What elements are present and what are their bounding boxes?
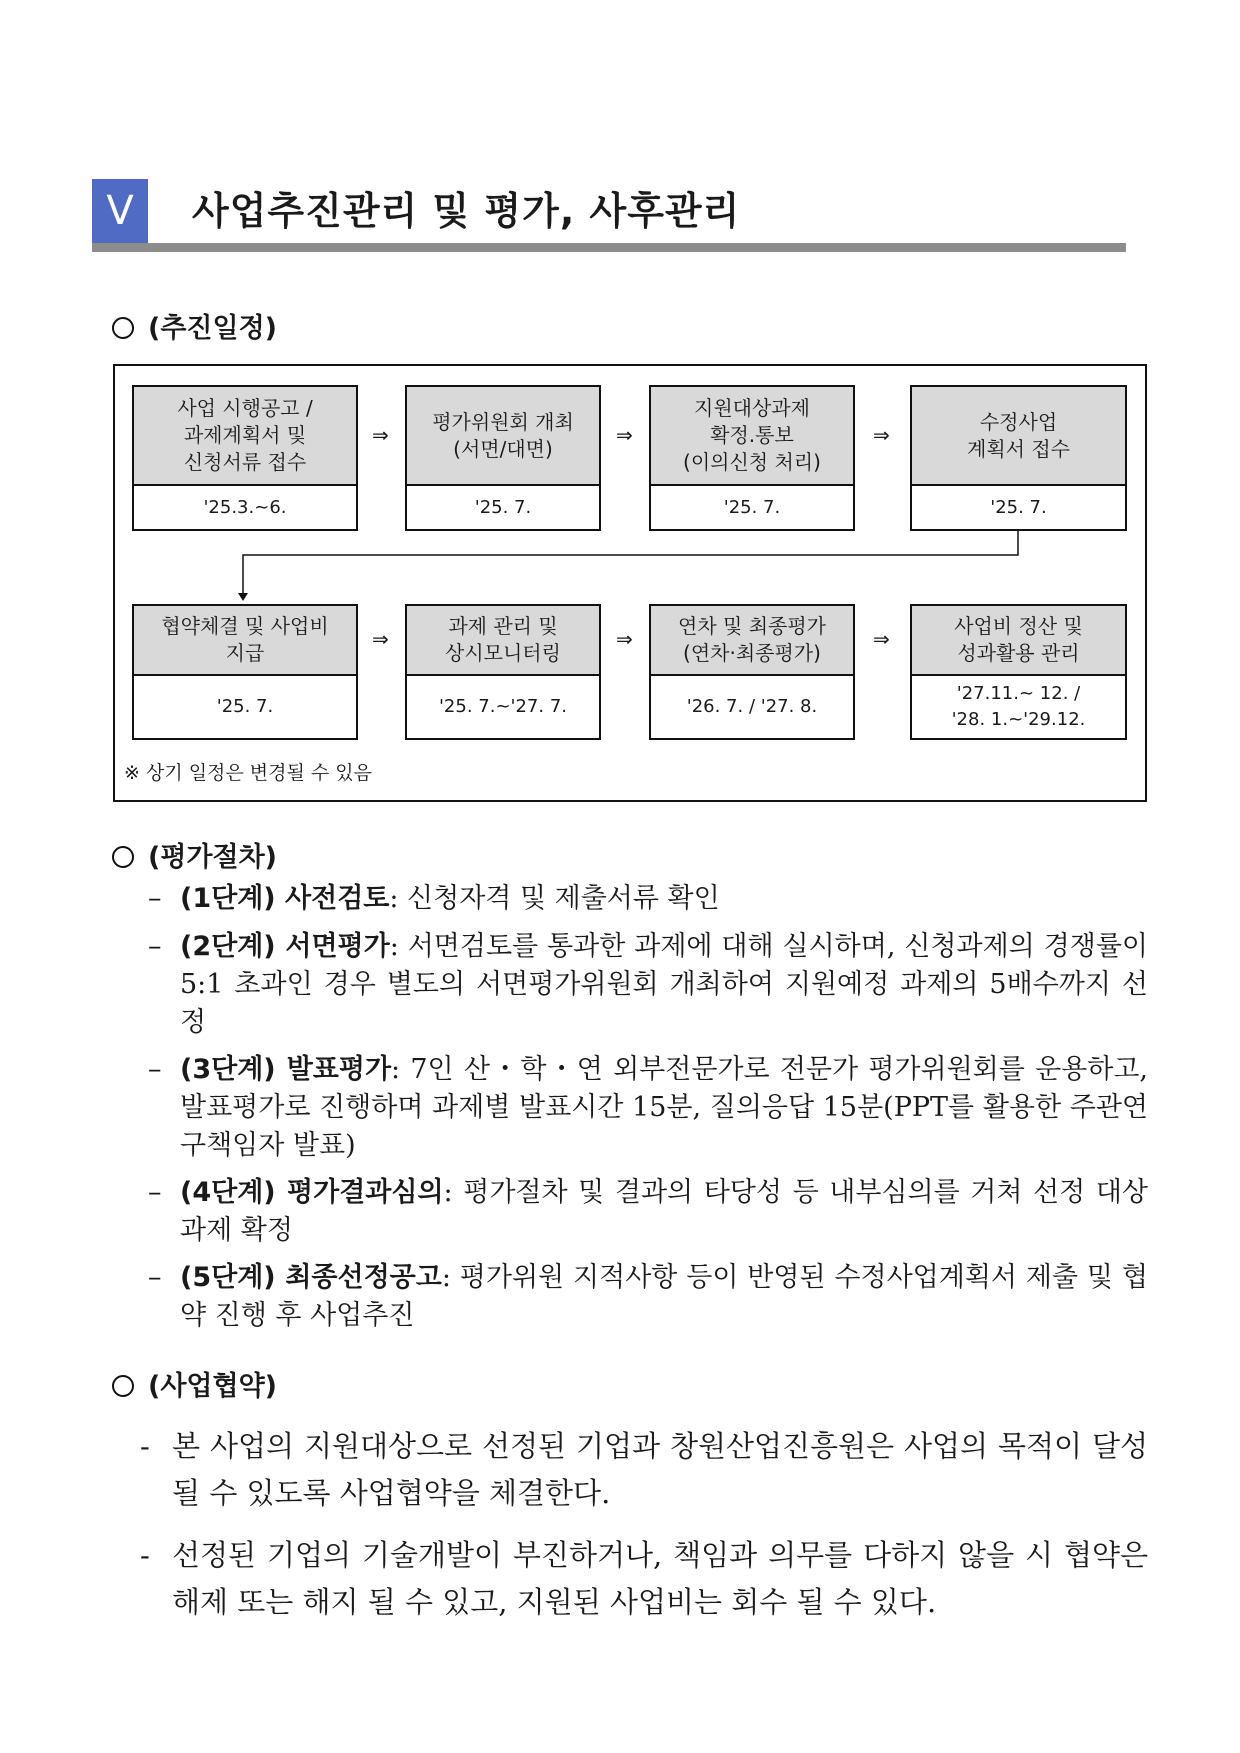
step-date: '25. 7. [990,496,1047,518]
arrow-icon: ⇒ [372,627,389,651]
section-title: 사업추진관리 및 평가, 사후관리 [192,189,741,233]
eval-step-label: (5단계) 최종선정공고 [180,1262,442,1293]
agreement-heading [112,1364,277,1403]
schedule-note: ※ 상기 일정은 변경될 수 있음 [124,762,373,784]
eval-step-3 [180,1051,1148,1165]
agreement-item-1: 본 사업의 지원대상으로 선정된 기업과 창원산업진흥원은 사업의 목적이 달성 될 수 있도록 사업협약을 체결한다. [172,1429,1148,1510]
schedule-step-6 [405,604,601,740]
step-date: '25. 7.~'27. 7. [438,696,568,717]
eval-step-text: : 7인 산・학・연 외부전문가로 전문가 평가위원회를 운용하고, 발표평가로 진행하며 과제별 발표시간 15분, 질의응답 15분(PPT를 활용한 주관연구책임자 발표) [180,1054,1148,1161]
eval-step-label: (2단계) 서면평가 [180,931,390,962]
dash-bullet: – [148,883,162,914]
eval-step-text: : 평가절차 및 결과의 타당성 등 내부심의를 거쳐 선정 대상 과제 확정 [180,1177,1148,1246]
step-date: '26. 7. / '27. 8. [686,696,818,717]
step-date: '27.11.~ 12. / '28. 1.~'29.12. [951,683,1086,730]
dash-bullet: – [148,1054,162,1085]
dash-bullet: – [148,931,162,962]
schedule-step-5 [132,604,358,740]
arrow-icon: ⇒ [616,423,633,447]
dash-bullet: – [148,1177,162,1208]
evaluation-heading [112,835,277,874]
step-title: 사업 시행공고 / 과제계획서 및 신청서류 접수 [134,387,356,486]
step-date: '25. 7. [723,496,781,518]
circle-bullet-icon [112,1375,134,1397]
arrow-icon: ⇒ [873,627,890,651]
eval-step-text: : 신청자격 및 제출서류 확인 [389,883,720,914]
eval-step-label: (3단계) 발표평가 [180,1054,392,1085]
eval-step-5 [180,1259,1148,1335]
dash-bullet: – [148,1262,162,1293]
step-title: 과제 관리 및 상시모니터링 [407,606,599,676]
eval-step-text: : 서면검토를 통과한 과제에 대해 실시하며, 신청과제의 경쟁률이 5:1 초과인 경우 별도의 서면평가위원회 개최하여 지원예정 과제의 5배수까지 선정 [180,931,1148,1038]
eval-step-4 [180,1174,1148,1250]
step-title: 연차 및 최종평가 (연차·최종평가) [651,606,853,676]
arrow-icon: ⇒ [372,423,389,447]
step-date: '25. 7. [474,496,532,518]
agreement-heading-text: (사업협약) [148,1371,278,1402]
eval-step-text: : 평가위원 지적사항 등이 반영된 수정사업계획서 제출 및 협약 진행 후 사업추진 [180,1262,1148,1331]
dash-bullet: - [140,1538,150,1572]
step-title: 수정사업 계획서 접수 [912,387,1125,486]
step-title: 평가위원회 개최 (서면/대면) [407,387,599,486]
eval-step-1 [180,880,1148,918]
eval-step-label: (4단계) 평가결과심의 [180,1177,444,1208]
schedule-heading-text: (추진일정) [148,313,278,344]
agreement-item-2: 선정된 기업의 기술개발이 부진하거나, 책임과 의무를 다하지 않을 시 협약은 해제 또는 해지 될 수 있고, 지원된 사업비는 회수 될 수 있다. [172,1538,1148,1619]
eval-step-label: (1단계) 사전검토 [180,883,390,914]
evaluation-heading-text: (평가절차) [148,842,278,873]
arrow-icon: ⇒ [616,627,633,651]
section-number: Ⅴ [92,179,148,243]
schedule-step-7 [649,604,855,740]
dash-bullet: - [140,1429,150,1463]
schedule-step-8 [910,604,1127,740]
step-title: 협약체결 및 사업비 지급 [134,606,356,676]
step-title: 지원대상과제 확정.통보 (이의신청 처리) [651,387,853,486]
eval-step-2 [180,928,1148,1042]
step-title: 사업비 정산 및 성과활용 관리 [912,606,1125,676]
circle-bullet-icon [112,846,134,868]
step-date: '25.3.~6. [203,496,287,518]
step-date: '25. 7. [216,696,274,717]
arrow-icon: ⇒ [873,423,890,447]
